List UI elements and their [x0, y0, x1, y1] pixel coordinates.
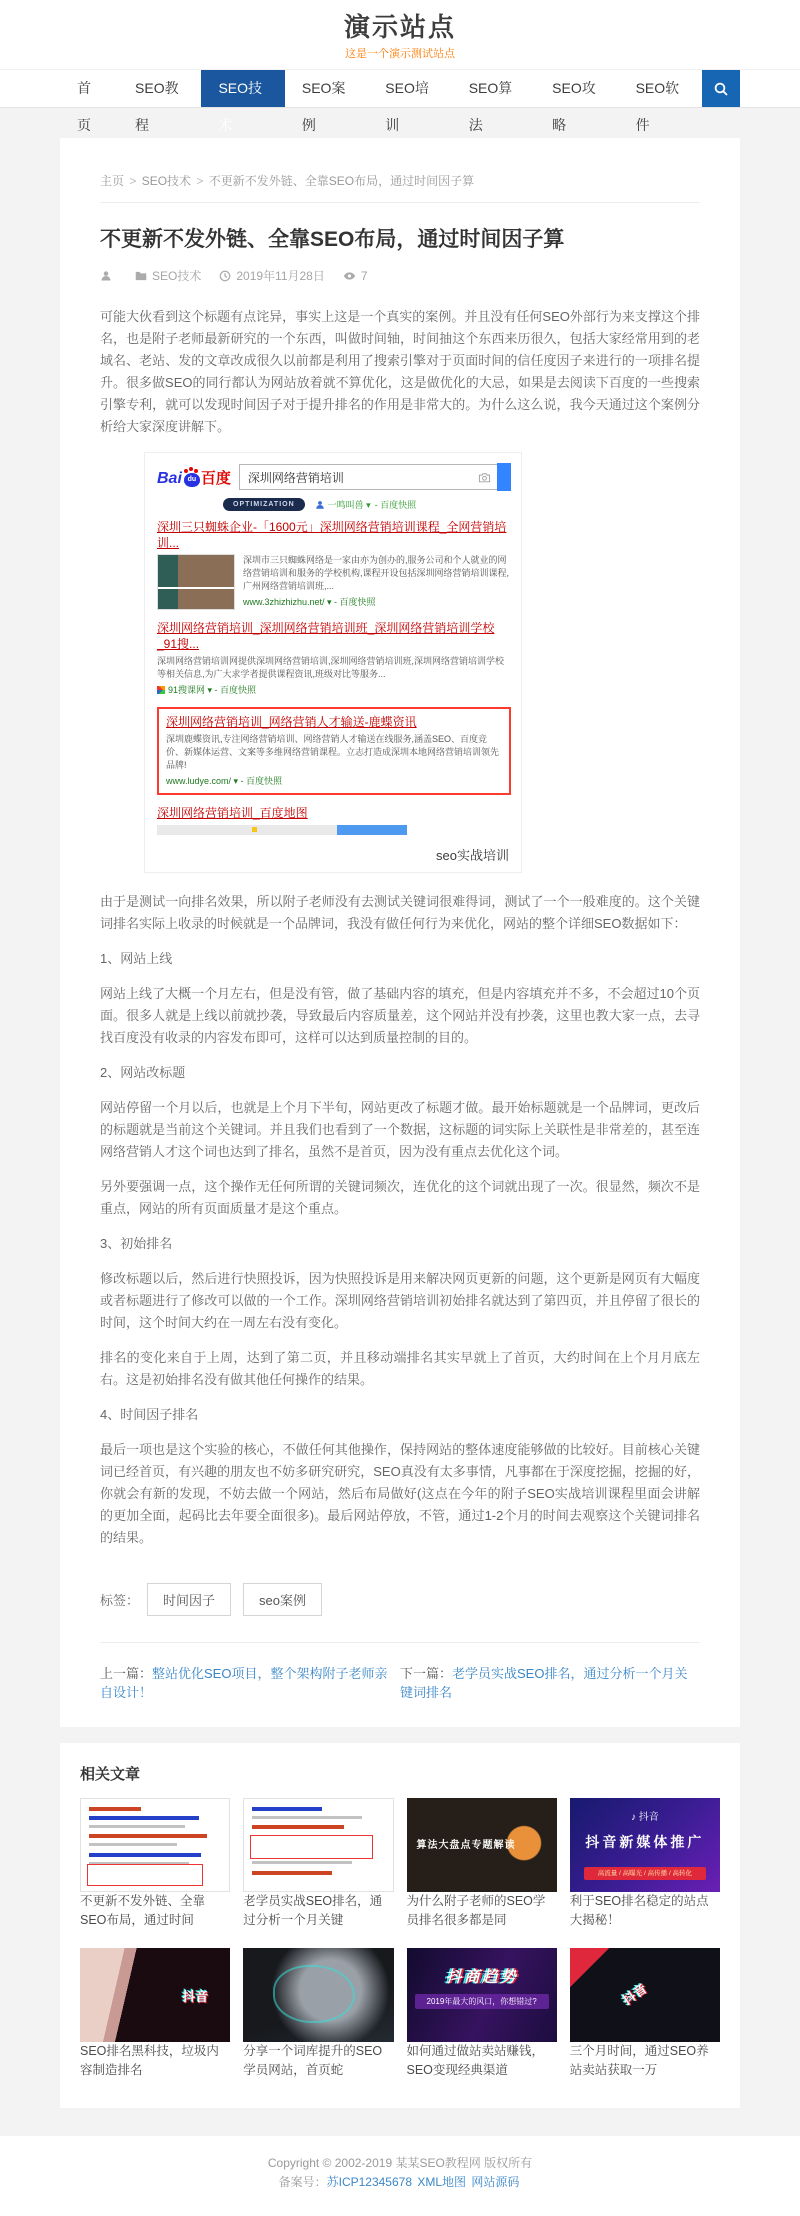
related-article-5[interactable]: [80, 1948, 230, 2080]
tag-1[interactable]: 时间因子: [147, 1583, 231, 1616]
article-paragraph: 修改标题以后，然后进行快照投诉，因为快照投诉是用来解决网页更新的问题，这个更新是网页有大幅度或者标题进行了修改可以做的一个工作。深圳网络营销培训初始排名就达到了第四页，并且停留了很长的时间，这个时间大约在一周左右没有变化。: [100, 1271, 700, 1330]
tags-label: 标签：: [100, 1593, 140, 1608]
related-thumbnail: [243, 1948, 393, 2042]
article-paragraph: 1、网站上线: [100, 951, 173, 966]
baidu-paw-icon: du: [184, 473, 200, 487]
tag-list: [147, 1583, 334, 1616]
copyright-text: Copyright © 2002-2019 某某SEO教程网 版权所有: [267, 2156, 533, 2170]
search-query-text: 深圳网络营销培训: [247, 470, 344, 485]
article-paragraph: 可能大伙看到这个标题有点诧异，事实上这是一个真实的案例。并且没有任何SEO外部行为来支撑这个排名，也是附子老师最新研究的一个东西，叫做时间轴，时间抽这个东西来历很久，包括大家经常用到的老域名、老站、发的文章改成很久以前都是利用了搜索引擎对于页面时间的信任度因子来进行的一项排名提升。很多做SEO的同行都认为网站放着就不算优化，这是做优化的大忌，如果是去阅读下百度的一些搜索引擎专利，就可以发现时间因子对于提升排名的作用是非常大的。为什么这么说，我今天通过这个案例分析给大家深度讲解下。: [100, 309, 700, 434]
publish-date: 2019年11月28日: [236, 269, 325, 283]
nav-item-1[interactable]: 首页: [77, 80, 91, 133]
serp-result-2: [157, 620, 511, 697]
article-card: [60, 138, 740, 1727]
related-article-2[interactable]: [243, 1798, 393, 1930]
related-article-title[interactable]: 老学员实战SEO排名，通过分析一个月关键: [243, 1894, 383, 1927]
folder-icon: [135, 270, 147, 282]
footer-link-1[interactable]: 苏ICP12345678: [326, 2175, 413, 2189]
article-paragraph: 另外要强调一点，这个操作无任何所谓的关键词频次，连优化的这个词就出现了一次。很显然，频次不是重点，网站的所有页面质量才是这个重点。: [100, 1179, 700, 1216]
related-thumbnail: [407, 1948, 557, 2042]
serp-result-description: 深圳鹿蝶资讯,专注网络营销培训、网络营销人才输送在线服务,涵盖SEO、百度竞价、新媒体运营、文案等多维网络营销课程。立志打造成深圳本地网络营销培训领先品牌!: [166, 734, 500, 770]
breadcrumb: [100, 172, 700, 203]
related-article-4[interactable]: [570, 1798, 720, 1930]
baidu-logo-text: Bai: [157, 469, 182, 487]
breadcrumb-separator: >: [193, 174, 207, 188]
baidu-logo: [157, 467, 231, 488]
site-subtitle: 这是一个演示测试站点: [345, 48, 455, 60]
article-paragraph: 2、网站改标题: [100, 1065, 186, 1080]
related-article-title[interactable]: SEO排名黑科技，垃圾内容制造排名: [80, 2044, 219, 2077]
serp-result-url[interactable]: www.ludye.com/ ▾ - 百度快照: [166, 776, 283, 786]
article-paragraph: 网站停留一个月以后，也就是上个月下半旬，网站更改了标题才做。最开始标题就是一个品牌词，更改后的标题就是当前这个关键词。并且我们也看到了一个数据，这标题的词实际上关联性是非常差的，甚至连网络营销人才这个词也达到了排名，虽然不是首页，因为没有重点去优化这个词。: [100, 1100, 700, 1159]
user-icon: [100, 270, 112, 282]
author-meta: [100, 270, 117, 282]
related-thumbnail: [570, 1798, 720, 1892]
related-article-1[interactable]: [80, 1798, 230, 1930]
related-article-title[interactable]: 如何通过做站卖站赚钱，SEO变现经典渠道: [406, 2044, 545, 2077]
prev-post-link[interactable]: 整站优化SEO项目，整个架构附子老师亲自设计！: [100, 1666, 388, 1700]
image-watermark: seo实战培训: [436, 848, 509, 863]
related-article-title[interactable]: 分享一个词库提升的SEO学员网站，首页蛇: [243, 2044, 383, 2077]
related-thumbnail: [243, 1798, 393, 1892]
nav-item-7[interactable]: SEO攻略: [552, 80, 596, 133]
thumbnail-text: 抖商趋势: [445, 1969, 518, 1986]
nav-menu: [60, 70, 702, 133]
related-heading: 相关文章: [80, 1766, 141, 1783]
serp-results-list: [157, 519, 511, 835]
related-article-title[interactable]: 利于SEO排名稳定的站点大揭秘！: [569, 1894, 709, 1927]
category-label: SEO技术: [152, 269, 202, 283]
footer-link-3[interactable]: 网站源码: [471, 2175, 520, 2189]
related-thumbnail: [407, 1798, 557, 1892]
related-article-title[interactable]: 为什么附子老师的SEO学员排名很多都是同: [406, 1894, 546, 1927]
article-paragraph: 3、初始排名: [100, 1236, 173, 1251]
breadcrumb-item-3: 不更新不发外链、全靠SEO布局，通过时间因子算: [208, 174, 475, 188]
breadcrumb-separator: >: [126, 174, 140, 188]
serp-result-title[interactable]: 深圳三只蜘蛛企业-「1600元」深圳网络营销培训课程_全网营销培训...: [157, 520, 507, 550]
article-meta: [100, 267, 700, 284]
tag-row: [100, 1583, 700, 1616]
nav-item-5[interactable]: SEO培训: [385, 80, 429, 133]
serp-result-3: [157, 707, 511, 795]
prev-next-row: [100, 1642, 700, 1701]
serp-result-description: 深圳市三只蜘蛛网络是一家由亦为创办的,服务公司和个人就业的网络营销培训和服务的学校机构,课程开设包括深圳网络营销培训课程,广州网络营销培训班,...: [243, 555, 510, 591]
thumbnail-text: 抖音: [182, 1989, 209, 2004]
article-intro: [100, 306, 700, 438]
thumbnail-text: ♪ 抖音: [630, 1812, 659, 1823]
related-article-7[interactable]: [407, 1948, 557, 2080]
prev-post: [100, 1663, 400, 1701]
related-article-3[interactable]: [407, 1798, 557, 1930]
related-thumbnail: [80, 1948, 230, 2042]
related-thumbnail: [570, 1948, 720, 2042]
footer-links: [327, 2175, 522, 2189]
thumbnail-text: 2019年最大的风口，你想错过?: [415, 1994, 549, 2009]
nav-item-4[interactable]: SEO案例: [301, 80, 346, 133]
eye-icon: [343, 270, 356, 282]
prev-label: 上一篇：: [100, 1666, 153, 1681]
nav-item-6[interactable]: SEO算法: [468, 80, 513, 133]
related-article-8[interactable]: [570, 1948, 720, 2080]
tag-2[interactable]: seo案例: [243, 1583, 322, 1616]
thumbnail-text: 抖音: [619, 1980, 650, 2008]
serp-result-thumbnail: [157, 554, 235, 610]
serp-result-text: [243, 554, 511, 610]
thumbnail-text: 算法大盘点专题解读: [416, 1840, 516, 1851]
serp-result-4: [157, 805, 511, 835]
breadcrumb-item-1[interactable]: 主页: [100, 174, 125, 188]
related-grid: [80, 1798, 720, 2080]
nav-item-2[interactable]: SEO教程: [135, 80, 179, 133]
site-favicon-icon: [157, 686, 165, 694]
camera-icon[interactable]: [478, 472, 491, 483]
article-paragraph: 网站上线了大概一个月左右，但是没有管，做了基础内容的填充，但是内容填充并不多，不会超过10个页面。很多人就是上线以前就抄袭，导致最后内容质量差，这个网站并没有抄袭，这里也教大家一点，去寻找百度没有收录的内容发布即可，这样可以达到质量控制的目的。: [100, 986, 700, 1045]
next-post-link[interactable]: 老学员实战SEO排名，通过分析一个月关键词排名: [400, 1666, 688, 1700]
article-image-baidu-serp: [144, 452, 522, 873]
category-meta[interactable]: [135, 267, 201, 284]
serp-result-1: [157, 519, 511, 610]
baidu-serp-header: [157, 463, 511, 491]
article-paragraph: 由于是测试一向排名效果，所以附子老师没有去测试关键词很难得词，测试了一个一般难度的。这个关键词排名实际上收录的时候就是一个品牌词，我没有做任何行为来优化，网站的整个详细SEO数据如下：: [100, 894, 700, 931]
site-header: [0, 0, 800, 69]
article-body: [100, 891, 700, 1549]
view-count: 7: [360, 268, 368, 283]
serp-result-url[interactable]: 91搜课网 ▾ - 百度快照: [157, 683, 511, 697]
article-paragraph: 最后一项也是这个实验的核心，不做任何其他操作，保持网站的整体速度能够做的比较好。目前核心关键词已经首页，有兴趣的朋友也不妨多研究研究，SEO真没有太多事情，凡事都在于深度挖掘，挖掘的好，你就会有新的发现，不妨去做一个网站，然后布局做好(这点在今年的附子SEO实战培训课程里面会讲解的更加全面，起码比去年要全面很多)。最后网站停放，不管，通过1-2个月的时间去观察这个关键词排名的结果。: [100, 1442, 700, 1545]
nav-item-3[interactable]: SEO技术: [201, 70, 284, 107]
next-label: 下一篇：: [400, 1666, 453, 1681]
related-articles-card: [60, 1743, 740, 2108]
serp-result-title[interactable]: 深圳网络营销培训_深圳网络营销培训班_深圳网络营销培训学校_91搜...: [157, 621, 495, 651]
thumbnail-text: 高流量 / 高曝光 / 高传播 / 高转化: [584, 1867, 706, 1880]
views-meta: [343, 269, 368, 283]
related-article-title[interactable]: 三个月时间，通过SEO养站卖站获取一万: [569, 2044, 709, 2077]
search-icon: [713, 81, 729, 97]
serp-user-name[interactable]: 一鸣叫兽 ▾: [327, 500, 371, 510]
breadcrumb-item-2[interactable]: SEO技术: [141, 174, 192, 188]
baidu-search-submit[interactable]: [497, 463, 511, 491]
baidu-serp-toolbar: [223, 498, 511, 511]
optimization-badge: OPTIMIZATION: [223, 498, 305, 511]
related-thumbnail: [80, 1798, 230, 1892]
serp-map-bar: [157, 825, 407, 835]
footer-link-2[interactable]: XML地图: [417, 2175, 467, 2189]
article-paragraph: 4、时间因子排名: [100, 1407, 199, 1422]
serp-result-url[interactable]: www.3zhizhizhu.net/ ▾ - 百度快照: [243, 597, 376, 607]
date-meta: [219, 267, 325, 284]
page-title: 不更新不发外链、全靠SEO布局，通过时间因子算: [100, 228, 565, 251]
beian-label: 备案号：: [278, 2175, 327, 2189]
related-article-title[interactable]: 不更新不发外链、全靠SEO布局，通过时间: [80, 1894, 206, 1927]
site-footer: [0, 2136, 800, 2216]
user-avatar-icon: [315, 500, 325, 510]
thumbnail-text: 抖音新媒体推广: [585, 1834, 705, 1850]
main-navigation: [0, 69, 800, 133]
baidu-cache-link[interactable]: - 百度快照: [374, 500, 417, 510]
serp-result-title[interactable]: 深圳网络营销培训_网络营销人才输送-鹿蝶资讯: [166, 715, 417, 729]
beian-row: [0, 2173, 800, 2192]
serp-result-body: [157, 554, 511, 610]
related-article-6[interactable]: [243, 1948, 393, 2080]
clock-icon: [219, 270, 231, 282]
baidu-search-input[interactable]: [239, 464, 498, 490]
site-logo[interactable]: 演示站点: [343, 12, 456, 42]
baidu-logo-cn: 百度: [200, 469, 231, 487]
nav-item-8[interactable]: SEO软件: [635, 80, 680, 133]
serp-result-description: 深圳网络营销培训网提供深圳网络营销培训,深圳网络营销培训班,深圳网络营销培训学校等相关信息,为广大求学者提供课程资讯,班级对比等服务...: [157, 656, 505, 679]
search-button[interactable]: [702, 70, 740, 107]
serp-result-title[interactable]: 深圳网络营销培训_百度地图: [157, 806, 308, 820]
next-post: [400, 1663, 700, 1701]
article-paragraph: 排名的变化来自于上周，达到了第二页，并且移动端排名其实早就上了首页，大约时间在上个月月底左右。这是初始排名没有做其他任何操作的结果。: [100, 1350, 700, 1387]
